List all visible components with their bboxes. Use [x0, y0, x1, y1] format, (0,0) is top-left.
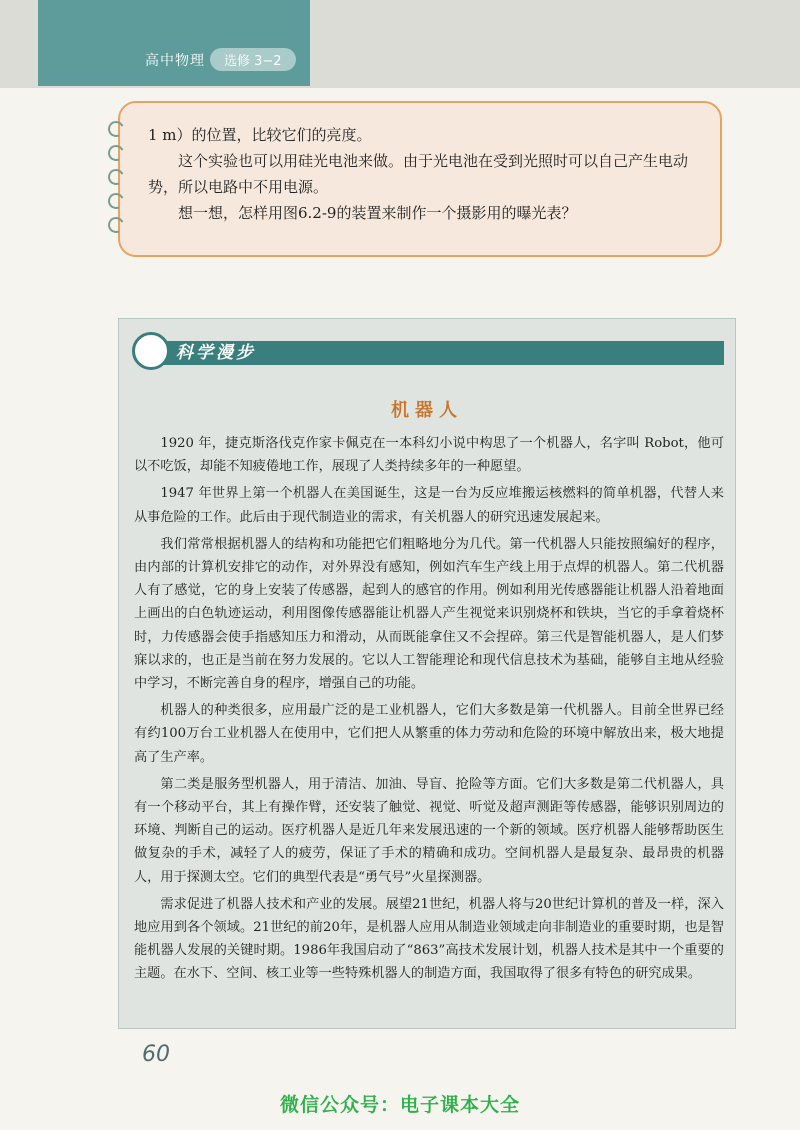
- article-paragraph: 我们常常根据机器人的结构和功能把它们粗略地分为几代。第一代机器人只能按照编好的程序，由内部的计算机安排它的动作，对外界没有感知，例如汽车生产线上用于点焊的机器人。第二代机器人有了感觉，它的身上安装了传感器，起到人的感官的作用。例如利用光传感器能让机器人沿着地面上画出的白色轨迹运动，利用图像传感器能让机器人产生视觉来识别烧杯和铁块，当它的手拿着烧杯时，力传感器会使手指感知压力和滑动，从而既能拿住又不会捏碎。第三代是智能机器人，是人们梦寐以求的，也正是当前在努力发展的。它以人工智能理论和现代信息技术为基础，能够自主地从经验中学习，不断完善自身的程序，增强自己的功能。: [134, 536, 724, 692]
- circle-icon: [132, 332, 170, 370]
- article-paragraph: 机器人的种类很多，应用最广泛的是工业机器人，它们大多数是第一代机器人。目前全世界已经有约100万台工业机器人在使用中，它们把人从繁重的体力劳动和危险的环境中解放出来，极大地提高了生产率。: [134, 703, 724, 765]
- article-paragraph: 第二类是服务型机器人，用于清洁、加油、导盲、抢险等方面。它们大多数是第二代机器人，具有一个移动平台，其上有操作臂，还安装了触觉、视觉、听觉及超声测距等传感器，能够识别周边的环境、判断自己的运动。医疗机器人是近几年来发展迅速的一个新的领域。医疗机器人能够帮助医生做复杂的手术，减轻了人的疲劳，保证了手术的精确和成功。空间机器人是最复杂、最昂贵的机器人，用于探测太空。它们的典型代表是“勇气号”火星探测器。: [134, 776, 724, 885]
- experiment-line: 这个实验也可以用硅光电池来做。由于光电池在受到光照时可以自己产生电动势，所以电路中不用电源。: [148, 152, 689, 196]
- article-body: [134, 432, 724, 990]
- article-paragraph: 需求促进了机器人技术和产业的发展。展望21世纪，机器人将与20世纪计算机的普及一样，深入地应用到各个领域。21世纪的前20年，是机器人应用从制造业领域走向非制造业的重要时期，也是智能机器人发展的关键时期。1986年我国启动了“863”高技术发展计划，机器人技术是其中一个重要的主题。在水下、空间、核工业等一些特殊机器人的制造方面，我国取得了很多有特色的研究成果。: [134, 896, 724, 982]
- watermark: 微信公众号：电子课本大全: [279, 1094, 520, 1116]
- volume-badge: 选修 3−2: [210, 48, 296, 71]
- article-paragraph: 1947 年世界上第一个机器人在美国诞生，这是一台为反应堆搬运核燃料的简单机器，代替人来从事危险的工作。此后由于现代制造业的需求，有关机器人的研究迅速发展起来。: [134, 486, 724, 525]
- section-label: 科学漫步: [176, 343, 256, 363]
- article-paragraph: 1920 年，捷克斯洛伐克作家卡佩克在一本科幻小说中构思了一个机器人，名字叫 Robot，他可以不吃饭，却能不知疲倦地工作，展现了人类持续多年的一种愿望。: [134, 436, 724, 475]
- experiment-text: [148, 122, 708, 226]
- page-number: 60: [142, 1042, 170, 1067]
- article-title: 机器人: [391, 400, 463, 421]
- book-title: 高中物理: [145, 53, 205, 69]
- experiment-line: 1 m）的位置，比较它们的亮度。: [148, 126, 372, 144]
- header-tab: [38, 0, 310, 86]
- experiment-line: 想一想，怎样用图6.2-9的装置来制作一个摄影用的曝光表？: [178, 204, 577, 222]
